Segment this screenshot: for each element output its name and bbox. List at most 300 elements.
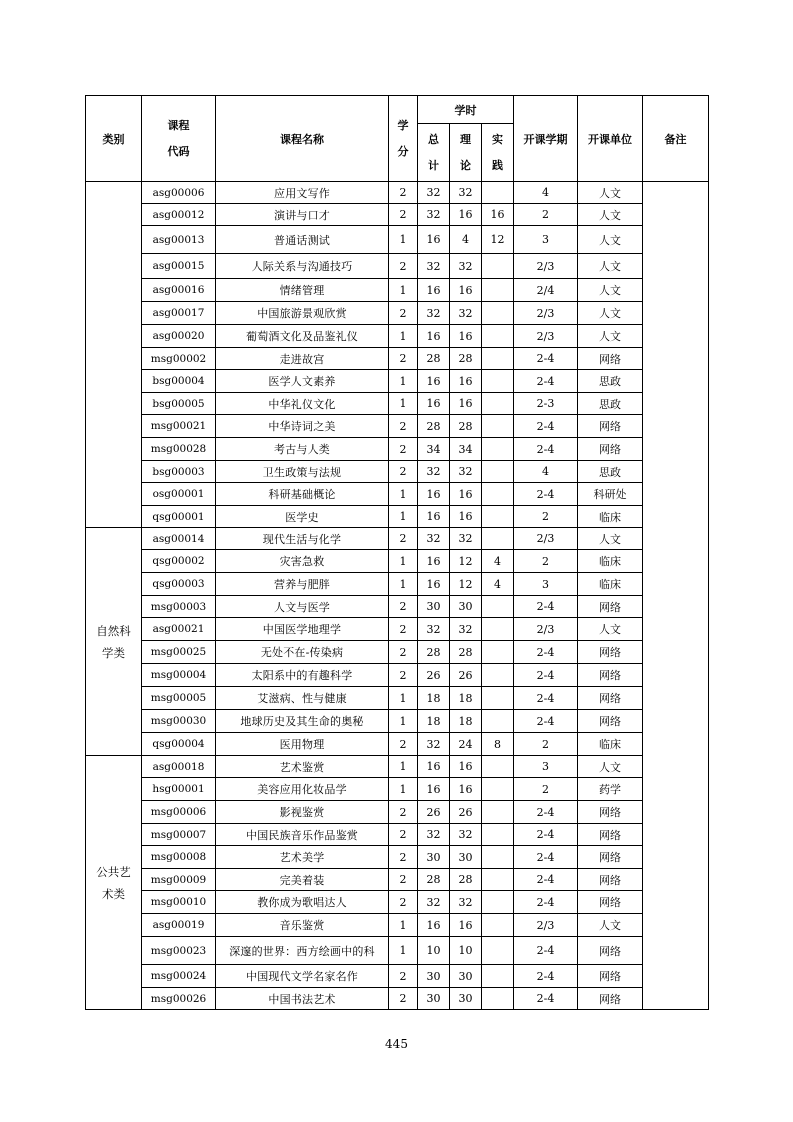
theory-hours-cell: 16 [450, 279, 482, 302]
semester-cell: 4 [514, 461, 578, 483]
table-row [86, 756, 709, 778]
semester-cell: 2-4 [514, 869, 578, 891]
practice-hours-cell [482, 846, 514, 869]
theory-hours-cell: 12 [450, 573, 482, 596]
unit-cell: 人文 [578, 756, 643, 778]
credit-cell: 1 [389, 778, 418, 801]
course-name-cell: 医学人文素养 [216, 370, 389, 393]
total-hours-cell: 18 [418, 710, 450, 733]
unit-cell: 人文 [578, 618, 643, 641]
course-code-cell: hsg00001 [142, 778, 216, 801]
total-hours-cell: 32 [418, 733, 450, 756]
semester-cell: 2 [514, 204, 578, 226]
unit-cell: 网络 [578, 891, 643, 914]
credit-cell: 2 [389, 461, 418, 483]
theory-hours-cell: 26 [450, 801, 482, 824]
total-hours-cell: 16 [418, 506, 450, 528]
table-row [86, 325, 709, 348]
theory-hours-cell: 32 [450, 891, 482, 914]
credit-cell: 1 [389, 573, 418, 596]
table-row [86, 914, 709, 937]
practice-hours-cell [482, 756, 514, 778]
header-total-line1: 总 [428, 132, 439, 146]
course-name-cell: 医用物理 [216, 733, 389, 756]
unit-cell: 人文 [578, 528, 643, 550]
table-row [86, 438, 709, 461]
theory-hours-cell: 16 [450, 914, 482, 937]
unit-cell: 药学 [578, 778, 643, 801]
total-hours-cell: 32 [418, 824, 450, 846]
course-name-cell: 完美着装 [216, 869, 389, 891]
credit-cell: 2 [389, 988, 418, 1010]
semester-cell: 2-4 [514, 846, 578, 869]
credit-cell: 2 [389, 664, 418, 687]
table-row [86, 393, 709, 415]
unit-cell: 网络 [578, 824, 643, 846]
course-code-cell: qsg00002 [142, 550, 216, 573]
total-hours-cell: 30 [418, 596, 450, 618]
theory-hours-cell: 28 [450, 415, 482, 438]
table-row [86, 733, 709, 756]
credit-cell: 2 [389, 415, 418, 438]
theory-hours-cell: 28 [450, 641, 482, 664]
course-code-cell: asg00016 [142, 279, 216, 302]
semester-cell: 2-4 [514, 891, 578, 914]
course-code-cell: asg00017 [142, 302, 216, 325]
practice-hours-cell [482, 618, 514, 641]
table-row [86, 965, 709, 988]
category-line: 学类 [102, 645, 125, 660]
semester-cell: 2-3 [514, 393, 578, 415]
semester-cell: 2 [514, 550, 578, 573]
course-code-cell: asg00020 [142, 325, 216, 348]
unit-cell: 人文 [578, 254, 643, 279]
practice-hours-cell [482, 528, 514, 550]
total-hours-cell: 32 [418, 891, 450, 914]
practice-hours-cell [482, 254, 514, 279]
total-hours-cell: 16 [418, 325, 450, 348]
credit-cell: 1 [389, 687, 418, 710]
credit-cell: 2 [389, 348, 418, 370]
table-row [86, 550, 709, 573]
course-name-cell: 葡萄酒文化及品鉴礼仪 [216, 325, 389, 348]
theory-hours-cell: 10 [450, 937, 482, 965]
practice-hours-cell [482, 869, 514, 891]
semester-cell: 2 [514, 506, 578, 528]
header-course-code [142, 96, 216, 182]
unit-cell: 思政 [578, 461, 643, 483]
semester-cell: 2-4 [514, 710, 578, 733]
theory-hours-cell: 16 [450, 325, 482, 348]
credit-cell: 1 [389, 483, 418, 506]
table-row [86, 483, 709, 506]
theory-hours-cell: 30 [450, 596, 482, 618]
table-row [86, 596, 709, 618]
header-total-hours [418, 124, 450, 182]
header-course-name: 课程名称 [216, 96, 389, 182]
unit-cell: 网络 [578, 937, 643, 965]
table-row [86, 778, 709, 801]
theory-hours-cell: 32 [450, 618, 482, 641]
practice-hours-cell [482, 483, 514, 506]
semester-cell: 2/3 [514, 302, 578, 325]
course-name-cell: 中华诗词之美 [216, 415, 389, 438]
course-table-body [86, 182, 709, 1010]
practice-hours-cell: 16 [482, 204, 514, 226]
course-name-cell: 中国现代文学名家名作 [216, 965, 389, 988]
course-name-cell: 中国旅游景观欣赏 [216, 302, 389, 325]
course-name-cell: 营养与肥胖 [216, 573, 389, 596]
credit-cell: 2 [389, 824, 418, 846]
total-hours-cell: 16 [418, 483, 450, 506]
credit-cell: 1 [389, 279, 418, 302]
theory-hours-cell: 24 [450, 733, 482, 756]
semester-cell: 2/3 [514, 325, 578, 348]
practice-hours-cell [482, 415, 514, 438]
course-name-cell: 科研基础概论 [216, 483, 389, 506]
credit-cell: 1 [389, 937, 418, 965]
unit-cell: 网络 [578, 687, 643, 710]
table-row [86, 801, 709, 824]
semester-cell: 2-4 [514, 937, 578, 965]
semester-cell: 2-4 [514, 415, 578, 438]
unit-cell: 临床 [578, 733, 643, 756]
course-name-cell: 考古与人类 [216, 438, 389, 461]
semester-cell: 2 [514, 778, 578, 801]
theory-hours-cell: 16 [450, 483, 482, 506]
unit-cell: 网络 [578, 710, 643, 733]
header-code-line2: 代码 [167, 144, 190, 158]
unit-cell: 人文 [578, 182, 643, 204]
semester-cell: 2-4 [514, 801, 578, 824]
unit-cell: 人文 [578, 325, 643, 348]
table-row [86, 254, 709, 279]
credit-cell: 2 [389, 254, 418, 279]
credit-cell: 2 [389, 438, 418, 461]
total-hours-cell: 32 [418, 204, 450, 226]
header-practice-line1: 实 [492, 132, 504, 146]
course-name-cell: 地球历史及其生命的奥秘 [216, 710, 389, 733]
credit-cell: 1 [389, 756, 418, 778]
course-code-cell: asg00018 [142, 756, 216, 778]
theory-hours-cell: 4 [450, 226, 482, 254]
total-hours-cell: 16 [418, 279, 450, 302]
practice-hours-cell [482, 778, 514, 801]
credit-cell: 2 [389, 618, 418, 641]
header-hours: 学时 [418, 96, 514, 124]
credit-cell: 2 [389, 641, 418, 664]
total-hours-cell: 32 [418, 182, 450, 204]
practice-hours-cell [482, 965, 514, 988]
course-name-cell: 无处不在-传染病 [216, 641, 389, 664]
course-name-cell: 影视鉴赏 [216, 801, 389, 824]
unit-cell: 人文 [578, 226, 643, 254]
course-code-cell: asg00013 [142, 226, 216, 254]
table-row [86, 506, 709, 528]
practice-hours-cell [482, 438, 514, 461]
practice-hours-cell [482, 182, 514, 204]
semester-cell: 2/3 [514, 914, 578, 937]
unit-cell: 网络 [578, 438, 643, 461]
table-row [86, 302, 709, 325]
total-hours-cell: 16 [418, 550, 450, 573]
course-name-cell: 艺术美学 [216, 846, 389, 869]
credit-cell: 1 [389, 370, 418, 393]
practice-hours-cell [482, 279, 514, 302]
course-code-cell: msg00023 [142, 937, 216, 965]
course-name-cell: 演讲与口才 [216, 204, 389, 226]
total-hours-cell: 16 [418, 778, 450, 801]
theory-hours-cell: 30 [450, 846, 482, 869]
unit-cell: 网络 [578, 596, 643, 618]
credit-cell: 1 [389, 226, 418, 254]
table-row [86, 461, 709, 483]
theory-hours-cell: 34 [450, 438, 482, 461]
total-hours-cell: 26 [418, 801, 450, 824]
total-hours-cell: 26 [418, 664, 450, 687]
unit-cell: 临床 [578, 573, 643, 596]
category-cell [86, 182, 142, 528]
unit-cell: 人文 [578, 302, 643, 325]
course-name-cell: 音乐鉴赏 [216, 914, 389, 937]
course-code-cell: msg00028 [142, 438, 216, 461]
course-code-cell: asg00015 [142, 254, 216, 279]
course-code-cell: msg00006 [142, 801, 216, 824]
credit-cell: 2 [389, 965, 418, 988]
table-row [86, 226, 709, 254]
header-practice-line2: 践 [492, 158, 504, 172]
header-category: 类别 [86, 96, 142, 182]
header-credit-line1: 学 [397, 118, 409, 132]
total-hours-cell: 18 [418, 687, 450, 710]
theory-hours-cell: 18 [450, 687, 482, 710]
course-code-cell: asg00019 [142, 914, 216, 937]
theory-hours-cell: 26 [450, 664, 482, 687]
practice-hours-cell [482, 664, 514, 687]
course-code-cell: asg00006 [142, 182, 216, 204]
course-code-cell: asg00021 [142, 618, 216, 641]
table-row [86, 710, 709, 733]
table-row [86, 641, 709, 664]
total-hours-cell: 10 [418, 937, 450, 965]
course-code-cell: qsg00001 [142, 506, 216, 528]
total-hours-cell: 16 [418, 756, 450, 778]
unit-cell: 网络 [578, 664, 643, 687]
course-name-cell: 人文与医学 [216, 596, 389, 618]
credit-cell: 2 [389, 891, 418, 914]
practice-hours-cell [482, 325, 514, 348]
credit-cell: 1 [389, 710, 418, 733]
table-row [86, 988, 709, 1010]
theory-hours-cell: 32 [450, 461, 482, 483]
credit-cell: 1 [389, 550, 418, 573]
category-cell [86, 528, 142, 756]
semester-cell: 2/3 [514, 254, 578, 279]
course-name-cell: 走进故宫 [216, 348, 389, 370]
remark-cell [643, 182, 709, 1010]
table-row [86, 618, 709, 641]
course-name-cell: 教你成为歌唱达人 [216, 891, 389, 914]
table-row [86, 370, 709, 393]
credit-cell: 2 [389, 869, 418, 891]
total-hours-cell: 30 [418, 846, 450, 869]
category-line: 术类 [102, 886, 125, 901]
practice-hours-cell: 4 [482, 550, 514, 573]
theory-hours-cell: 30 [450, 988, 482, 1010]
total-hours-cell: 32 [418, 254, 450, 279]
course-code-cell: qsg00004 [142, 733, 216, 756]
practice-hours-cell [482, 393, 514, 415]
table-row [86, 528, 709, 550]
semester-cell: 3 [514, 226, 578, 254]
table-row [86, 415, 709, 438]
semester-cell: 2-4 [514, 664, 578, 687]
table-row [86, 279, 709, 302]
theory-hours-cell: 16 [450, 778, 482, 801]
course-code-cell: osg00001 [142, 483, 216, 506]
practice-hours-cell [482, 891, 514, 914]
course-name-cell: 太阳系中的有趣科学 [216, 664, 389, 687]
semester-cell: 3 [514, 756, 578, 778]
total-hours-cell: 16 [418, 370, 450, 393]
semester-cell: 2-4 [514, 596, 578, 618]
semester-cell: 2/4 [514, 279, 578, 302]
practice-hours-cell [482, 370, 514, 393]
practice-hours-cell [482, 596, 514, 618]
header-semester: 开课学期 [514, 96, 578, 182]
semester-cell: 2/3 [514, 618, 578, 641]
course-code-cell: qsg00003 [142, 573, 216, 596]
semester-cell: 2-4 [514, 483, 578, 506]
table-row [86, 937, 709, 965]
credit-cell: 2 [389, 846, 418, 869]
table-row [86, 891, 709, 914]
theory-hours-cell: 18 [450, 710, 482, 733]
header-theory-line2: 论 [460, 158, 471, 172]
course-code-cell: msg00025 [142, 641, 216, 664]
theory-hours-cell: 16 [450, 756, 482, 778]
theory-hours-cell: 12 [450, 550, 482, 573]
total-hours-cell: 30 [418, 965, 450, 988]
unit-cell: 临床 [578, 506, 643, 528]
course-name-cell: 应用文写作 [216, 182, 389, 204]
semester-cell: 2-4 [514, 348, 578, 370]
course-code-cell: msg00005 [142, 687, 216, 710]
course-code-cell: asg00014 [142, 528, 216, 550]
unit-cell: 网络 [578, 641, 643, 664]
total-hours-cell: 32 [418, 302, 450, 325]
course-code-cell: msg00021 [142, 415, 216, 438]
credit-cell: 2 [389, 182, 418, 204]
semester-cell: 2-4 [514, 824, 578, 846]
table-row [86, 664, 709, 687]
total-hours-cell: 28 [418, 641, 450, 664]
total-hours-cell: 16 [418, 914, 450, 937]
course-name-cell: 灾害急救 [216, 550, 389, 573]
total-hours-cell: 32 [418, 618, 450, 641]
course-name-cell: 中国书法艺术 [216, 988, 389, 1010]
practice-hours-cell [482, 506, 514, 528]
course-code-cell: bsg00003 [142, 461, 216, 483]
course-code-cell: msg00007 [142, 824, 216, 846]
credit-cell: 1 [389, 325, 418, 348]
unit-cell: 网络 [578, 415, 643, 438]
semester-cell: 2/3 [514, 528, 578, 550]
course-name-cell: 情绪管理 [216, 279, 389, 302]
course-name-cell: 医学史 [216, 506, 389, 528]
theory-hours-cell: 28 [450, 869, 482, 891]
practice-hours-cell [482, 801, 514, 824]
course-name-cell: 普通话测试 [216, 226, 389, 254]
total-hours-cell: 28 [418, 348, 450, 370]
course-code-cell: msg00002 [142, 348, 216, 370]
practice-hours-cell [482, 461, 514, 483]
course-code-cell: bsg00004 [142, 370, 216, 393]
course-name-cell: 现代生活与化学 [216, 528, 389, 550]
total-hours-cell: 16 [418, 393, 450, 415]
course-code-cell: msg00009 [142, 869, 216, 891]
practice-hours-cell: 8 [482, 733, 514, 756]
credit-cell: 2 [389, 204, 418, 226]
unit-cell: 思政 [578, 370, 643, 393]
course-code-cell: msg00010 [142, 891, 216, 914]
total-hours-cell: 30 [418, 988, 450, 1010]
semester-cell: 2-4 [514, 988, 578, 1010]
header-credit [389, 96, 418, 182]
header-practice-hours [482, 124, 514, 182]
unit-cell: 人文 [578, 914, 643, 937]
theory-hours-cell: 32 [450, 302, 482, 325]
credit-cell: 2 [389, 596, 418, 618]
unit-cell: 网络 [578, 988, 643, 1010]
header-credit-line2: 分 [397, 144, 409, 158]
unit-cell: 人文 [578, 279, 643, 302]
semester-cell: 4 [514, 182, 578, 204]
header-code-line1: 课程 [167, 118, 190, 132]
course-code-cell: msg00003 [142, 596, 216, 618]
total-hours-cell: 34 [418, 438, 450, 461]
practice-hours-cell: 4 [482, 573, 514, 596]
practice-hours-cell [482, 687, 514, 710]
unit-cell: 科研处 [578, 483, 643, 506]
total-hours-cell: 28 [418, 869, 450, 891]
practice-hours-cell [482, 710, 514, 733]
table-row [86, 182, 709, 204]
course-name-cell: 中华礼仪文化 [216, 393, 389, 415]
total-hours-cell: 16 [418, 226, 450, 254]
table-row [86, 348, 709, 370]
semester-cell: 2-4 [514, 687, 578, 710]
credit-cell: 2 [389, 302, 418, 325]
unit-cell: 思政 [578, 393, 643, 415]
header-theory-line1: 理 [460, 132, 471, 146]
category-line: 自然科 [96, 623, 131, 638]
course-name-cell: 中国民族音乐作品鉴赏 [216, 824, 389, 846]
semester-cell: 3 [514, 573, 578, 596]
theory-hours-cell: 28 [450, 348, 482, 370]
credit-cell: 1 [389, 393, 418, 415]
header-theory-hours [450, 124, 482, 182]
page-number: 445 [385, 1037, 408, 1051]
course-name-cell: 艺术鉴赏 [216, 756, 389, 778]
credit-cell: 2 [389, 801, 418, 824]
course-code-cell: msg00030 [142, 710, 216, 733]
course-code-cell: msg00026 [142, 988, 216, 1010]
unit-cell: 网络 [578, 965, 643, 988]
total-hours-cell: 32 [418, 461, 450, 483]
course-name-cell: 深邃的世界：西方绘画中的科 [216, 937, 389, 965]
unit-cell: 网络 [578, 869, 643, 891]
